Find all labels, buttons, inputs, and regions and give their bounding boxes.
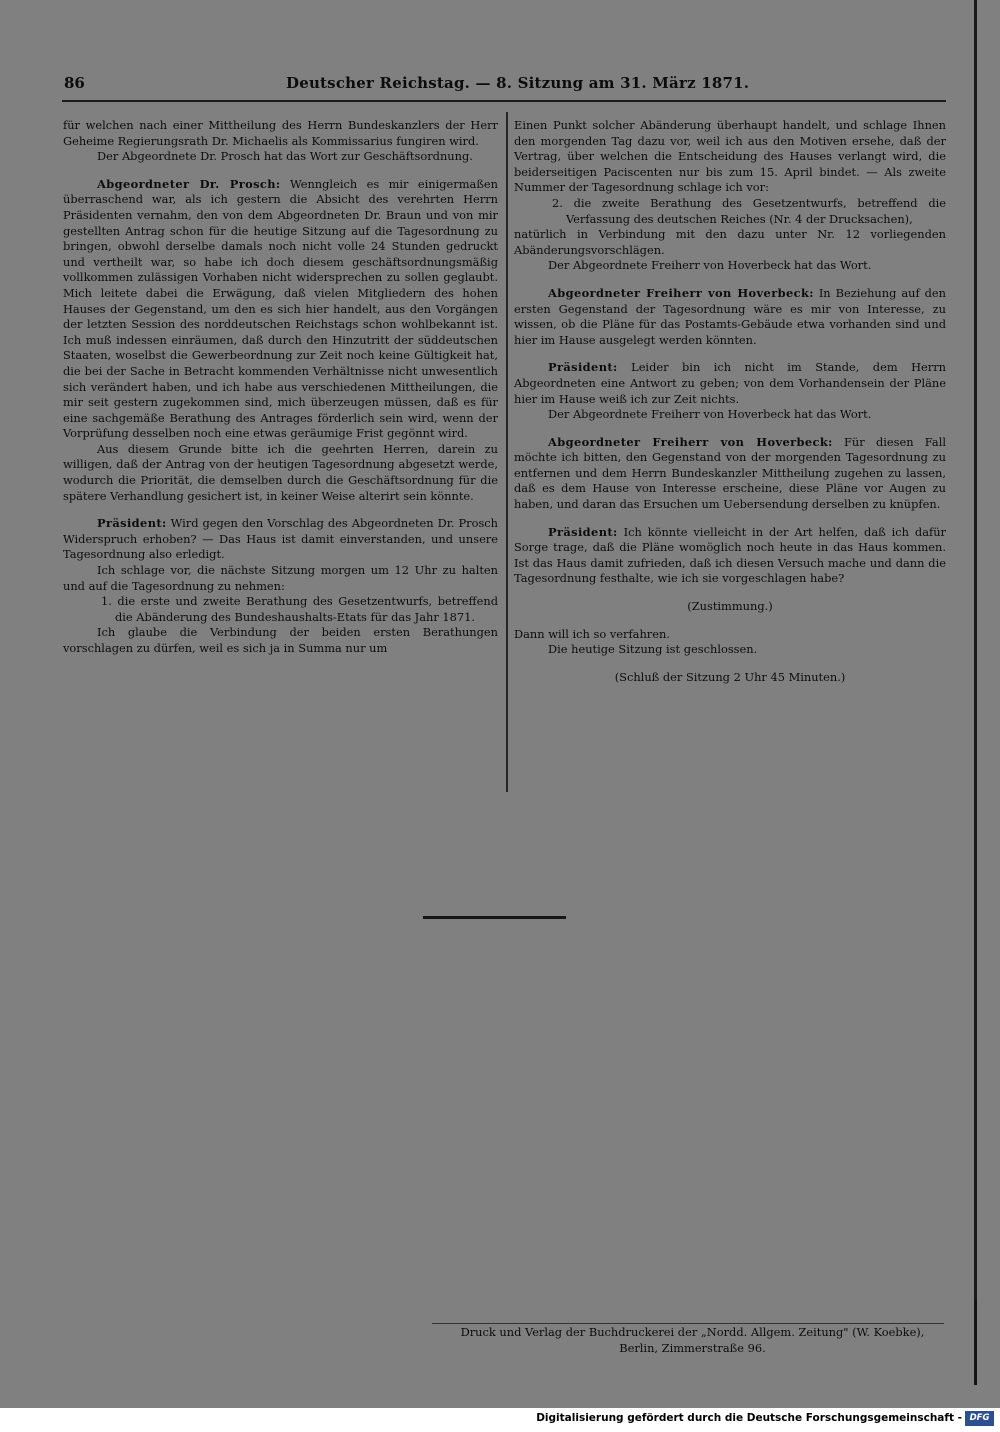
imprint xyxy=(440,1325,945,1356)
speaker-label: Abgeordneter Freiherr von Hoverbeck: xyxy=(548,434,833,449)
speaker-label: Präsident: xyxy=(548,524,618,539)
paragraph: Einen Punkt solcher Abänderung überhaupt handelt, und schlage Ihnen den morgenden Tag dazu vor, weil ich aus den Motiven ersehe, daß der Vertrag, über welchen die Entscheidung des Hauses verlangt wird, die beiderseitigen Paciscenten nur bis zum 15. April bindet. — Als zweite Nummer der Tagesordnung schlage ich vor: xyxy=(514,118,946,195)
imprint-rule xyxy=(432,1323,944,1324)
speech-text: Ich könnte vielleicht in der Art helfen, daß ich dafür Sorge trage, daß die Pläne womöglich noch heute in das Haus kommen. Ist das Haus damit zufrieden, daß ich diesen Versuch mache und dann die Tagesordnung festhalte, wie ich sie vorgeschlagen habe? xyxy=(514,524,946,586)
left-column xyxy=(63,118,498,657)
paragraph: Der Abgeordnete Freiherr von Hoverbeck hat das Wort. xyxy=(548,258,872,273)
paragraph: Die heutige Sitzung ist geschlossen. xyxy=(548,642,758,657)
paragraph: Ich glaube die Verbindung der beiden ersten Berathungen vorschlagen zu dürfen, weil es sich ja in Summa nur um xyxy=(63,625,498,655)
speaker-label: Präsident: xyxy=(548,360,618,375)
funding-note: Digitalisierung gefördert durch die Deutsche Forschungsgemeinschaft - xyxy=(536,1412,962,1424)
end-rule xyxy=(423,916,566,919)
running-title: Deutscher Reichstag. — 8. Sitzung am 31. März 1871. xyxy=(286,74,750,92)
speech-paragraph xyxy=(514,435,946,513)
page-edge-mark xyxy=(975,1300,977,1385)
paragraph: Der Abgeordnete Dr. Prosch hat das Wort zur Geschäftsordnung. xyxy=(97,149,473,164)
speaker-label: Präsident: xyxy=(97,516,167,531)
session-closing-note: (Schluß der Sitzung 2 Uhr 45 Minuten.) xyxy=(614,669,846,684)
speech-paragraph xyxy=(514,360,946,407)
speaker-label: Abgeordneter Dr. Prosch: xyxy=(97,176,281,191)
agenda-item: 2. die zweite Berathung des Gesetzentwurfs, betreffend die Verfassung des deutschen Reiches (Nr. 4 der Drucksachen), xyxy=(552,195,946,226)
right-column xyxy=(514,118,946,685)
speech-text: In Beziehung auf den ersten Gegenstand der Tagesordnung wäre es mir von Interesse, zu wissen, ob die Pläne für das Postamts-Gebäude etwa vorhanden sind und hier im Hause ausgelegt werden könnten. xyxy=(514,285,946,347)
paragraph: natürlich in Verbindung mit den dazu unter Nr. 12 vorliegenden Abänderungsvorschlägen. xyxy=(514,227,946,257)
header-rule xyxy=(62,100,946,102)
speech-text: Leider bin ich nicht im Stande, dem Herrn Abgeordneten eine Antwort zu geben; von dem Vorhandensein der Pläne hier im Hause weiß ich zur Zeit nichts. xyxy=(514,360,947,406)
imprint-line-1: Druck und Verlag der Buchdruckerei der „Nordd. Allgem. Zeitung" (W. Koebke), xyxy=(460,1325,925,1339)
page-number: 86 xyxy=(64,74,85,92)
speech-text: Für diesen Fall möchte ich bitten, den Gegenstand von der morgenden Tagesordnung zu entfernen und dem Herrn Bundeskanzler Mittheilung zugehen zu lassen, daß es dem Hause von Interesse erscheine, diese Pläne vor Augen zu haben, und daran das Ersuchen um Uebersendung derselben zu knüpfen. xyxy=(514,434,947,512)
speech-paragraph xyxy=(63,516,498,563)
speech-paragraph xyxy=(514,286,946,348)
speaker-label: Abgeordneter Freiherr von Hoverbeck: xyxy=(548,285,814,300)
speech-paragraph xyxy=(63,177,498,442)
page-header xyxy=(64,74,944,98)
column-separator xyxy=(506,112,508,792)
paragraph: Aus diesem Grunde bitte ich die geehrten Herren, darein zu willigen, daß der Antrag von der heutigen Tagesordnung abgesetzt werde, wodurch die Priorität, die demselben durch die Geschäftsordnung für die spätere Verhandlung gesichert ist, in keiner Weise alterirt sein könnte. xyxy=(63,441,498,503)
agenda-item: 1. die erste und zweite Berathung des Gesetzentwurfs, betreffend die Abänderung des Bundeshaushalts-Etats für das Jahr 1871. xyxy=(101,594,498,624)
paragraph: Ich schlage vor, die nächste Sitzung morgen um 12 Uhr zu halten und auf die Tagesordnung zu nehmen: xyxy=(63,563,498,593)
dfg-logo: DFG xyxy=(965,1411,994,1426)
imprint-line-2: Berlin, Zimmerstraße 96. xyxy=(619,1340,766,1355)
speech-text: Wenngleich es mir einigermaßen überraschend war, als ich gestern die Absicht des verehrten Herrn Präsidenten vernahm, den von dem Abgeordneten Dr. Braun und von mir gestellten Antrag schon für die heutige Sitzung auf die Tagesordnung zu bringen, obwohl derselbe damals noch nicht volle 24 Stunden gedruckt und vertheilt war, so habe ich doch diesem geschäftsordnungsmäßig vollkommen zulässigen Vorhaben nicht widersprechen zu sollen geglaubt. Mich leitete dabei die Erwägung, daß vielen Mitgliedern des hohen Hauses der Gegenstand, um den es sich hier handelt, aus den Vorgängen der letzten Session des norddeutschen Reichstags schon wohlbekannt ist. Ich muß indessen einräumen, daß durch den Hinzutritt der süddeutschen Staaten, woselbst die Gewerbeordnung zur Zeit noch keine Gültigkeit hat, die bei der Sache in Betracht kommenden Verhältnisse nicht unwesentlich sich verändert haben, und ich habe aus verschiedenen Mittheilungen, die mir seit gestern zugekommen sind, mich überzeugen müssen, daß es für eine sachgemäße Berathung des Antrages förderlich sein wird, wenn der Vorprüfung desselben noch eine etwas geräumige Frist gegönnt wird. xyxy=(63,176,499,441)
speech-paragraph xyxy=(514,525,946,587)
paragraph: Dann will ich so verfahren. xyxy=(514,626,670,641)
speech-text: Wird gegen den Vorschlag des Abgeordneten Dr. Prosch Widerspruch erhoben? — Das Haus ist damit einverstanden, und unsere Tagesordnung also erledigt. xyxy=(63,516,499,562)
page-edge xyxy=(974,0,977,1385)
interjection: (Zustimmung.) xyxy=(687,599,773,614)
paragraph: Der Abgeordnete Freiherr von Hoverbeck hat das Wort. xyxy=(548,407,872,422)
paragraph: für welchen nach einer Mittheilung des Herrn Bundeskanzlers der Herr Geheime Regierungsrath Dr. Michaelis als Kommissarius fungiren wird. xyxy=(63,118,498,148)
